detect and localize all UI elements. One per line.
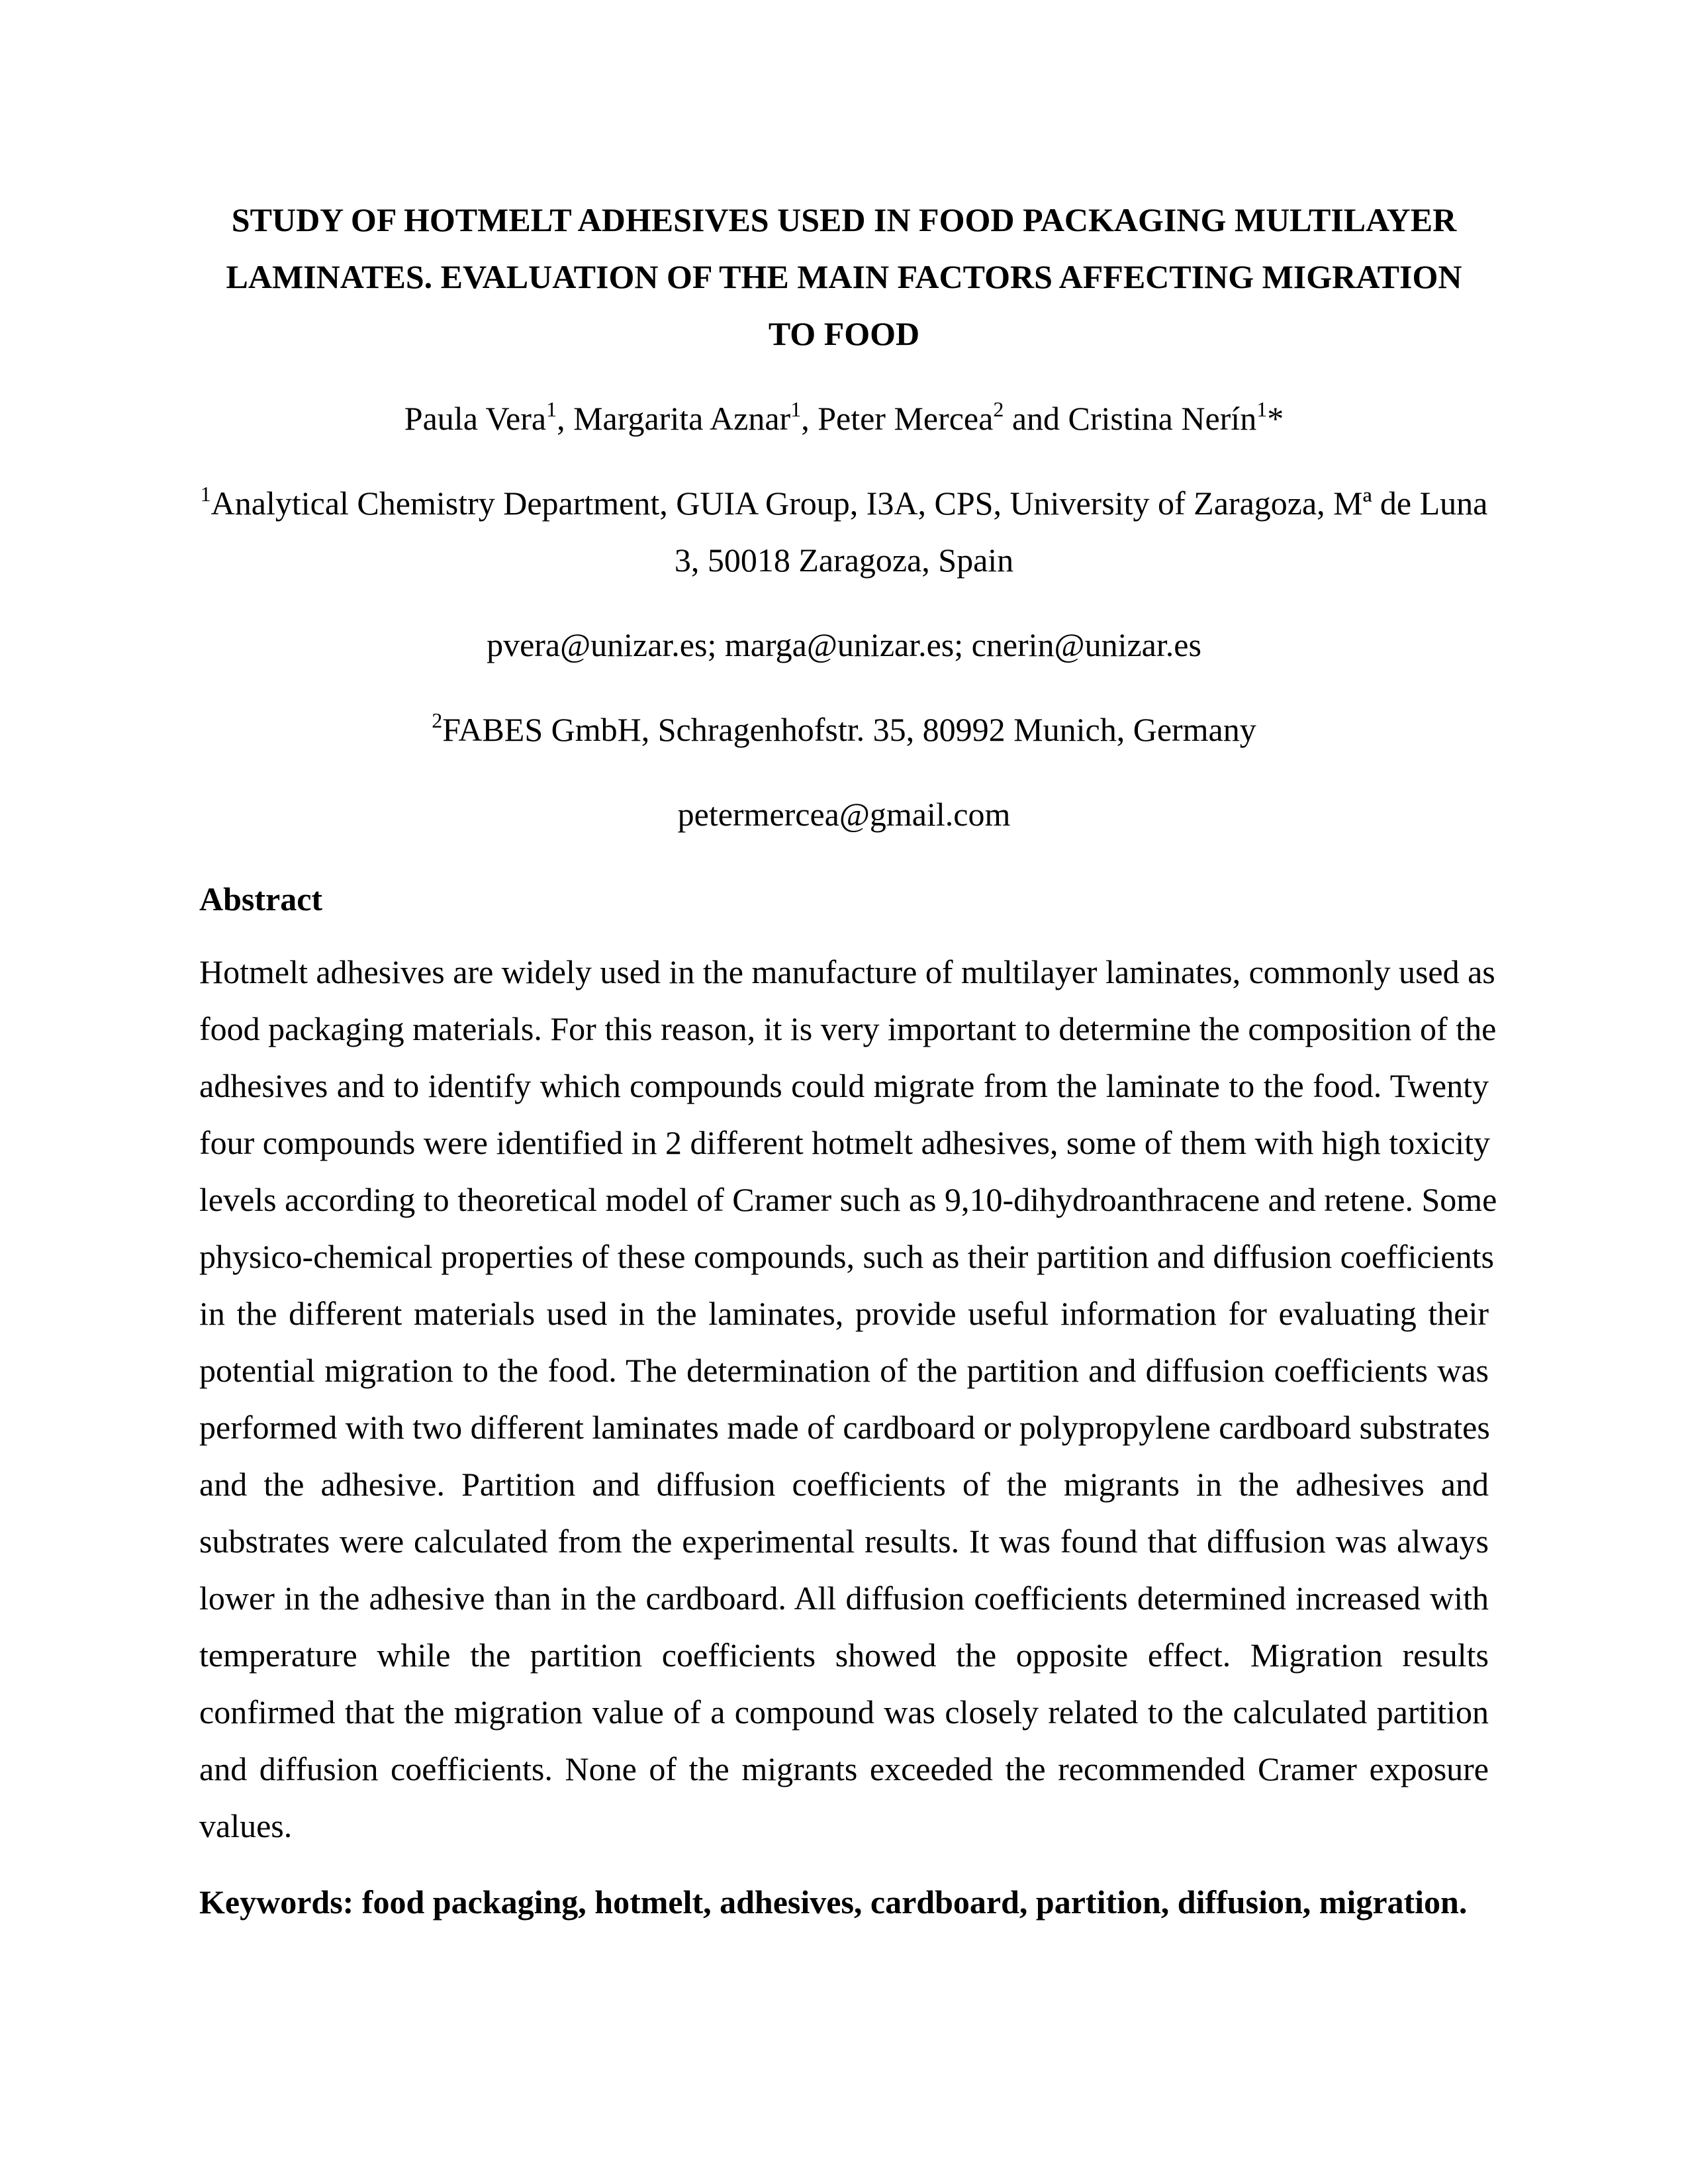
affiliation-text: Analytical Chemistry Department, GUIA Group, I3A, CPS, University of Zaragoza, Mª de Luna bbox=[211, 485, 1488, 522]
author-separator: and bbox=[1004, 400, 1068, 437]
author-separator: , bbox=[801, 400, 818, 437]
abstract-line: and the adhesive. Partition and diffusion coefficients of the migrants in the adhesives and bbox=[199, 1466, 1489, 1503]
title-line-2: LAMINATES. EVALUATION OF THE MAIN FACTORS AFFECTING MIGRATION bbox=[226, 258, 1462, 295]
affiliation-text: FABES GmbH, Schragenhofstr. 35, 80992 Munich, Germany bbox=[442, 711, 1256, 748]
abstract-line: Hotmelt adhesives are widely used in the manufacture of multilayer laminates, commonly used as bbox=[199, 953, 1495, 990]
affiliation-2-line-1 bbox=[199, 710, 1489, 749]
abstract-line: substrates were calculated from the experimental results. It was found that diffusion was always bbox=[199, 1523, 1489, 1560]
abstract-line: potential migration to the food. The determination of the partition and diffusion coefficients was bbox=[199, 1352, 1489, 1389]
author-list bbox=[199, 399, 1489, 438]
abstract-line-last: values. bbox=[199, 1807, 293, 1844]
abstract-line: adhesives and to identify which compounds could migrate from the laminate to the food. Twenty bbox=[199, 1067, 1489, 1104]
affiliation-marker: 1 bbox=[200, 482, 211, 506]
abstract-line: temperature while the partition coefficients showed the opposite effect. Migration results bbox=[199, 1637, 1489, 1674]
author-name: Cristina Nerín bbox=[1068, 400, 1257, 437]
abstract-line: four compounds were identified in 2 different hotmelt adhesives, some of them with high toxicity bbox=[199, 1124, 1491, 1161]
title-line-1: STUDY OF HOTMELT ADHESIVES USED IN FOOD PACKAGING MULTILAYER bbox=[231, 201, 1457, 238]
affiliation-1-emails[interactable]: pvera@unizar.es; marga@unizar.es; cnerin@unizar.es bbox=[487, 626, 1201, 663]
affiliation-1-line-2: 3, 50018 Zaragoza, Spain bbox=[674, 542, 1014, 579]
author-name: Paula Vera bbox=[404, 400, 547, 437]
author-separator: , bbox=[557, 400, 574, 437]
abstract-line: physico-chemical properties of these compounds, such as their partition and diffusion coefficients bbox=[199, 1238, 1494, 1275]
abstract-heading: Abstract bbox=[199, 880, 323, 918]
author-affiliation-marker: 1 bbox=[546, 397, 557, 422]
abstract-line: performed with two different laminates made of cardboard or polypropylene cardboard substrates bbox=[199, 1409, 1490, 1446]
affiliation-1-line-1 bbox=[199, 483, 1489, 523]
author-name: Margarita Aznar bbox=[573, 400, 791, 437]
abstract-line: confirmed that the migration value of a compound was closely related to the calculated partition bbox=[199, 1693, 1489, 1731]
corresponding-author-marker: $^1$* bbox=[1256, 397, 1284, 437]
author-name: Peter Mercea bbox=[818, 400, 994, 437]
abstract-line: and diffusion coefficients. None of the migrants exceeded the recommended Cramer exposure bbox=[199, 1750, 1489, 1787]
keywords: Keywords: food packaging, hotmelt, adhesives, cardboard, partition, diffusion, migration. bbox=[199, 1883, 1468, 1921]
affiliation-2-email[interactable]: petermercea@gmail.com bbox=[677, 796, 1011, 833]
author-affiliation-marker: 2 bbox=[993, 397, 1004, 422]
title-line-3: TO FOOD bbox=[768, 315, 920, 352]
author-affiliation-marker: 1 bbox=[790, 397, 802, 422]
abstract-line: in the different materials used in the laminates, provide useful information for evaluating their bbox=[199, 1295, 1489, 1332]
abstract-line: levels according to theoretical model of Cramer such as 9,10-dihydroanthracene and retene. Some bbox=[199, 1181, 1497, 1218]
affiliation-marker: 2 bbox=[432, 708, 443, 733]
abstract-line: lower in the adhesive than in the cardboard. All diffusion coefficients determined increased with bbox=[199, 1580, 1489, 1617]
abstract-line: food packaging materials. For this reason, it is very important to determine the composition of the bbox=[199, 1010, 1497, 1047]
